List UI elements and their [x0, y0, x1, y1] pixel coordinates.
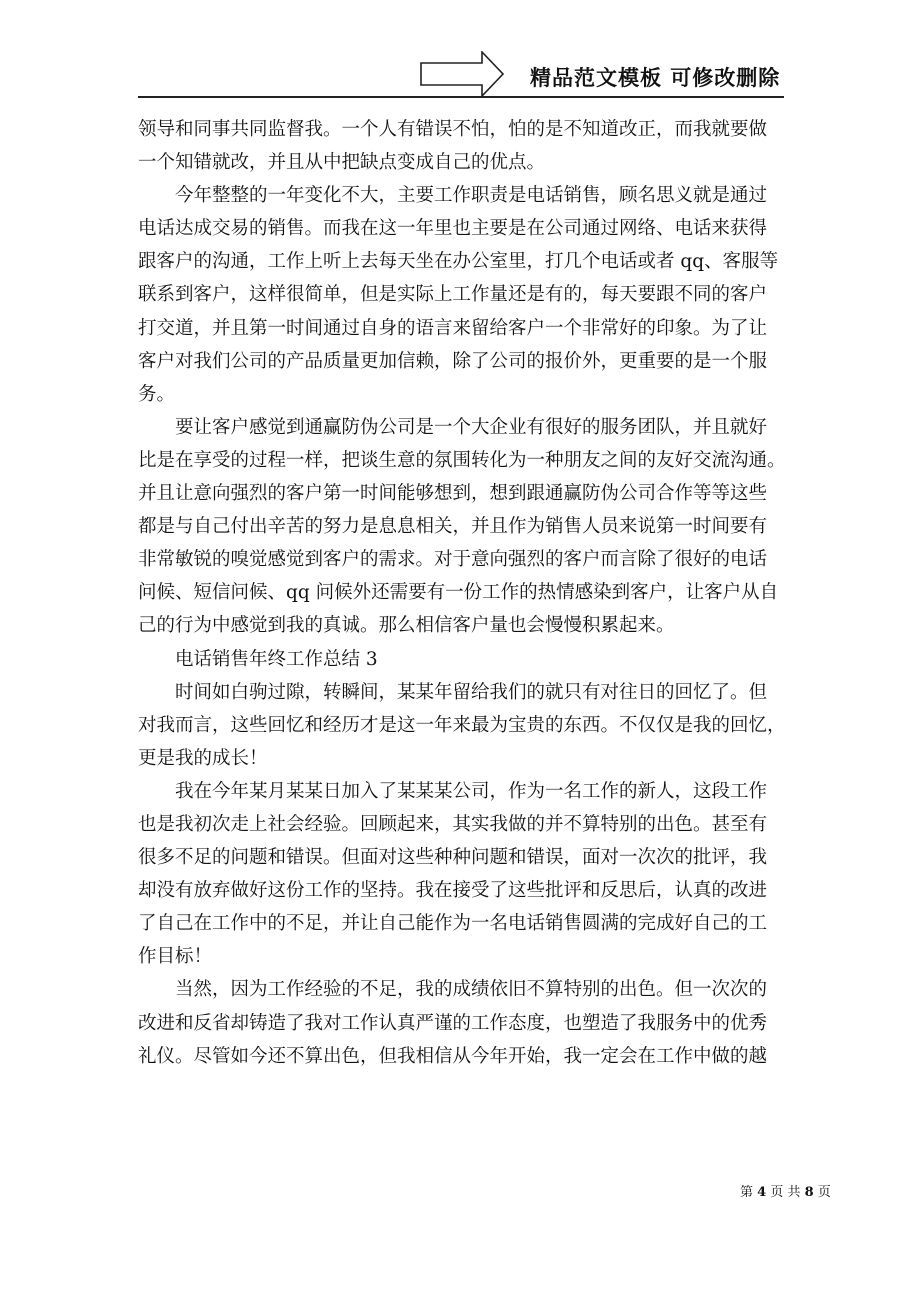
- text-line: 要让客户感觉到通赢防伪公司是一个大企业有很好的服务团队，并且就好: [175, 416, 768, 438]
- text-line: 并且让意向强烈的客户第一时间能够想到，想到跟通赢防伪公司合作等等这些: [138, 483, 768, 505]
- header-divider: [138, 96, 784, 98]
- text-line: 打交道，并且第一时间通过自身的语言来留给客户一个非常好的印象。为了让: [138, 317, 768, 339]
- header-title: 精品范文模板 可修改删除: [530, 66, 781, 90]
- text-line: 对我而言，这些回忆和经历才是这一年来最为宝贵的东西。不仅仅是我的回忆，: [138, 714, 786, 736]
- text-line: 问候、短信问候、qq 问候外还需要有一份工作的热情感染到客户，让客户从自: [138, 582, 779, 604]
- text-line: 了自己在工作中的不足，并让自己能作为一名电话销售圆满的完成好自己的工: [138, 913, 768, 935]
- text-line: 改进和反省却铸造了我对工作认真严谨的工作态度，也塑造了我服务中的优秀: [138, 1012, 768, 1034]
- total-page-count: 8: [804, 1185, 814, 1200]
- text-line: 当然，因为工作经验的不足，我的成绩依旧不算特别的出色。但一次次的: [175, 979, 768, 1001]
- text-line: 很多不足的问题和错误。但面对这些种种问题和错误，面对一次次的批评，我: [138, 847, 768, 869]
- text-line: 联系到客户，这样很简单，但是实际上工作量还是有的，每天要跟不同的客户: [138, 284, 768, 306]
- text-line: 电话销售年终工作总结 3: [175, 648, 378, 670]
- document-body: [138, 113, 798, 1073]
- page-label-prefix: 第: [740, 1185, 754, 1200]
- text-line: 时间如白驹过隙，转瞬间，某某年留给我们的就只有对往日的回忆了。但: [175, 681, 768, 703]
- text-line: 更是我的成长！: [138, 747, 268, 769]
- text-line: 比是在享受的过程一样，把谈生意的氛围转化为一种朋友之间的友好交流沟通。: [138, 449, 786, 471]
- text-line: 己的行为中感觉到我的真诚。那么相信客户量也会慢慢积累起来。: [138, 615, 675, 637]
- text-line: 今年整整的一年变化不大，主要工作职责是电话销售，顾名思义就是通过: [175, 185, 768, 207]
- text-line: 领导和同事共同监督我。一个人有错误不怕，怕的是不知道改正，而我就要做: [138, 119, 768, 140]
- page-label-middle: 页 共: [770, 1185, 801, 1200]
- text-line: 非常敏锐的嗅觉感觉到客户的需求。对于意向强烈的客户而言除了很好的电话: [138, 549, 768, 571]
- text-line: 跟客户的沟通，工作上听上去每天坐在办公室里，打几个电话或者 qq、客服等: [138, 251, 779, 273]
- page-label-suffix: 页: [817, 1185, 831, 1200]
- current-page-number: 4: [757, 1185, 767, 1200]
- right-arrow-icon: [420, 51, 504, 97]
- text-line: 务。: [138, 383, 176, 405]
- text-line: 电话达成交易的销售。而我在这一年里也主要是在公司通过网络、电话来获得: [138, 218, 768, 240]
- text-line: 却没有放弃做好这份工作的坚持。我在接受了这些批评和反思后，认真的改进: [138, 880, 768, 902]
- page-header: [0, 0, 920, 100]
- page-footer: [740, 1181, 831, 1200]
- text-line: 都是与自己付出辛苦的努力是息息相关，并且作为销售人员来说第一时间要有: [138, 516, 768, 538]
- text-line: 一个知错就改，并且从中把缺点变成自己的优点。: [138, 152, 546, 174]
- text-line: 客户对我们公司的产品质量更加信赖，除了公司的报价外，更重要的是一个服: [138, 350, 768, 372]
- text-line: 我在今年某月某某日加入了某某某公司，作为一名工作的新人，这段工作: [175, 780, 768, 802]
- text-line: 礼仪。尽管如今还不算出色，但我相信从今年开始，我一定会在工作中做的越: [138, 1045, 768, 1067]
- text-line: 也是我初次走上社会经验。回顾起来，其实我做的并不算特别的出色。甚至有: [138, 813, 768, 835]
- text-line: 作目标！: [138, 946, 213, 968]
